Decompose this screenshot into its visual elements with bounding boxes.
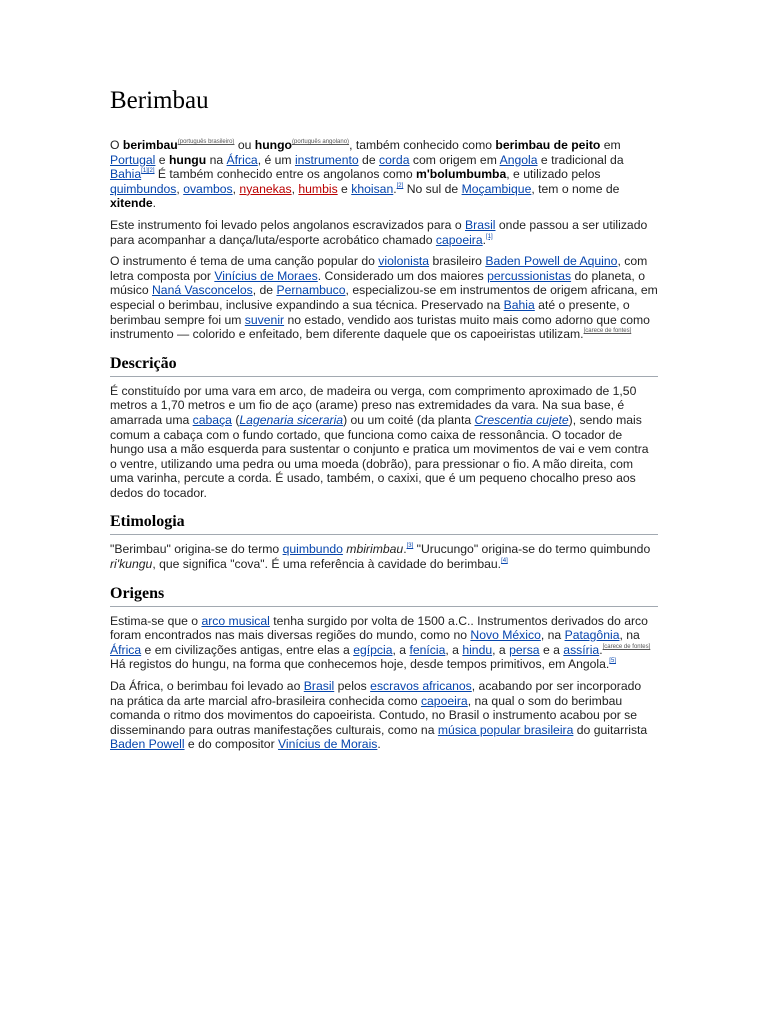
text: , é um [257, 152, 295, 167]
text: , a [492, 642, 510, 657]
text: Este instrumento foi levado pelos angolanos escravizados para o [110, 217, 466, 232]
bold-term: m'bolumbumba [416, 167, 507, 182]
link-pernambuco[interactable]: Pernambuco [276, 283, 346, 298]
text: e do compositor [184, 737, 279, 752]
text: ) ou um coité (da planta [343, 412, 475, 427]
text: ou [234, 138, 255, 152]
link-persa[interactable]: persa [509, 642, 540, 657]
text: do guitarrista [573, 722, 648, 737]
text: de [358, 152, 379, 167]
text: , na [619, 628, 640, 643]
link-angola[interactable]: Angola [499, 152, 538, 167]
section-heading-origens: Origens [110, 584, 658, 607]
link-brasil[interactable]: Brasil [303, 679, 335, 694]
text: . [482, 232, 487, 247]
link-novo-mexico[interactable]: Novo México [470, 628, 541, 643]
text: , [232, 181, 240, 196]
bold-term: xitende [110, 196, 153, 211]
link-instrumento[interactable]: instrumento [294, 152, 359, 167]
link-lagenaria[interactable]: Lagenaria siceraria [239, 412, 344, 427]
text: Estima-se que o [110, 613, 202, 628]
link-bahia[interactable]: Bahia [110, 167, 142, 182]
redlink-humbis[interactable]: humbis [298, 181, 338, 196]
text: O [110, 138, 123, 152]
link-corda[interactable]: corda [379, 152, 410, 167]
text: e tradicional da [537, 152, 624, 167]
text: Há registos do hungu, na forma que conhecemos hoje, desde tempos primitivos, em Angola. [110, 657, 610, 672]
paragraph-brasil [110, 218, 658, 247]
text: . Considerado um dos maiores [317, 268, 488, 283]
paragraph-origens-1 [110, 614, 658, 672]
text: , e utilizado pelos [506, 167, 601, 182]
text: ( [231, 412, 240, 427]
citation[interactable]: [1] [486, 233, 493, 240]
text: e em civilizações antigas, entre elas a [141, 642, 354, 657]
citation-needed[interactable]: [carece de fontes] [583, 328, 632, 335]
italic-term: mbirimbau [346, 542, 404, 557]
text: É também conhecido entre os angolanos como [154, 167, 417, 182]
link-fenicia[interactable]: fenícia [409, 642, 446, 657]
link-violonista[interactable]: violonista [378, 254, 430, 269]
bold-term: hungu [168, 152, 207, 167]
link-escravos-africanos[interactable]: escravos africanos [370, 679, 472, 694]
link-vinicius-de-morais[interactable]: Vinícius de Morais [278, 737, 378, 752]
text: . [403, 542, 407, 557]
link-cabaca[interactable]: cabaça [192, 412, 232, 427]
text: tenha surgido por volta de 1500 a.C.. Instrumentos derivados do arco foram encontrados nas mais diversas regiões do mundo, como no [110, 613, 648, 643]
text: e [337, 181, 352, 196]
text: e [155, 152, 169, 167]
text: com origem em [409, 152, 500, 167]
link-assiria[interactable]: assíria [563, 642, 600, 657]
link-khoisan[interactable]: khoisan [351, 181, 394, 196]
page-title: Berimbau [110, 87, 209, 114]
text: . [393, 181, 397, 196]
link-portugal[interactable]: Portugal [110, 152, 156, 167]
link-crescentia[interactable]: Crescentia cujete [474, 412, 569, 427]
citation[interactable]: [2] [396, 182, 404, 189]
paragraph-cancao [110, 254, 658, 342]
italic-term: ri'kungu [110, 557, 153, 572]
text: . [377, 737, 381, 752]
intro-paragraph [110, 138, 658, 211]
link-baden-powell[interactable]: Baden Powell de Aquino [485, 254, 618, 269]
link-mpb[interactable]: música popular brasileira [437, 722, 574, 737]
language-note[interactable]: (português brasileiro) [177, 139, 235, 145]
link-baden-powell[interactable]: Baden Powell [110, 737, 185, 752]
link-africa[interactable]: África [110, 642, 142, 657]
citation[interactable]: [1][2] [141, 168, 155, 175]
text: ), sendo mais comum a cabaça com o fundo cortado, que funciona como caixa de ressonância. O tocador de hungo usa a mão esquerda para sustentar o conjunto e pratica um movimentos de vai e vem contra o ventre, utilizando uma pedra ou uma moeda (dobrão), para pressionar o fio. A mão direita, com uma varinha, percute a corda. É usado, também, o caxixi, que é um pequeno chocalho preso aos dedos do tocador. [110, 412, 649, 500]
text: "Berimbau" origina-se do termo [110, 542, 283, 557]
language-note[interactable]: (português angolano) [292, 139, 350, 145]
text: . [599, 642, 603, 657]
link-percussionistas[interactable]: percussionistas [487, 268, 572, 283]
link-quimbundos[interactable]: quimbundos [110, 181, 177, 196]
citation-needed[interactable]: [carece de fontes] [602, 643, 651, 650]
paragraph-descricao [110, 384, 658, 501]
text: brasileiro [429, 254, 486, 269]
link-nana-vasconcelos[interactable]: Naná Vasconcelos [152, 283, 253, 298]
text: , que significa "cova". É uma referência à cavidade do berimbau. [152, 557, 502, 572]
text: , a [445, 642, 463, 657]
text: , a [392, 642, 410, 657]
citation[interactable]: [5] [609, 658, 616, 665]
text: É constituído por uma vara em arco, de madeira ou verga, com comprimento aproximado de 1,50 metros a 1,70 metros e um fio de aço (arame) preso nas extremidades da vara. Na sua base, é amarrada uma [110, 383, 637, 427]
link-bahia[interactable]: Bahia [503, 297, 535, 312]
text: onde passou a ser utilizado para acompanhar a dança/luta/esporte acrobático chamado [110, 217, 648, 247]
text: , tem o nome de [531, 181, 620, 196]
text: , [291, 181, 299, 196]
redlink-nyanekas[interactable]: nyanekas [239, 181, 292, 196]
bold-term: hungo [254, 138, 293, 152]
link-capoeira[interactable]: capoeira [435, 232, 483, 247]
link-hindu[interactable]: hindu [462, 642, 493, 657]
text: pelos [334, 679, 371, 694]
text: em [600, 138, 621, 152]
text: do planeta, o músico [110, 268, 645, 298]
link-mocambique[interactable]: Moçambique [461, 181, 532, 196]
text: , com letra composta por [110, 254, 648, 283]
link-egipcia[interactable]: egípcia [353, 642, 393, 657]
bold-term: berimbau de peito [495, 138, 601, 152]
text: e a [539, 642, 564, 657]
text: no estado, vendido aos turistas muito mais como adorno que como instrumento — colorido e enfeitado, bem diferente daquele que os capoeiristas utilizam. [110, 312, 650, 342]
section-heading-descricao: Descrição [110, 354, 658, 377]
text: "Urucungo" origina-se do termo quimbundo [413, 542, 651, 557]
article [110, 86, 658, 759]
link-capoeira[interactable]: capoeira [420, 693, 468, 708]
text: No sul de [403, 181, 462, 196]
text: , [176, 181, 184, 196]
link-vinicius[interactable]: Vinícius de Moraes [214, 268, 318, 283]
section-heading-etimologia: Etimologia [110, 512, 658, 535]
link-patagonia[interactable]: Patagônia [564, 628, 620, 643]
link-suvenir[interactable]: suvenir [244, 312, 285, 327]
bold-term: berimbau [122, 138, 178, 152]
text: . [152, 196, 157, 211]
text: até o presente, o berimbau sempre foi um [110, 297, 630, 327]
text: , na [540, 628, 565, 643]
text: na [206, 152, 227, 167]
text: , especializou-se em instrumentos de origem africana, em especial o berimbau, inclusive expandindo a sua técnica. Preservado na [110, 283, 658, 312]
text: Da África, o berimbau foi levado ao [110, 679, 304, 694]
text: , acabando por ser incorporado na prática da arte marcial afro-brasileira conhecida como [110, 679, 642, 708]
text: , também conhecido como [349, 138, 496, 152]
citation[interactable]: [3] [406, 543, 414, 550]
link-quimbundo[interactable]: quimbundo [282, 542, 343, 557]
link-ovambos[interactable]: ovambos [183, 181, 233, 196]
text: , na qual o som do berimbau comanda o ritmo dos movimentos do capoeirista. Contudo, no Brasil o instrumento acabou por se disseminando para outras manifestações culturais, como na [110, 693, 638, 737]
paragraph-origens-2 [110, 679, 658, 752]
text: , de [252, 283, 277, 298]
link-africa[interactable]: África [226, 152, 258, 167]
link-arco-musical[interactable]: arco musical [201, 613, 270, 628]
citation[interactable]: [4] [501, 558, 508, 565]
paragraph-etimologia [110, 542, 658, 571]
text: O instrumento é tema de uma canção popular do [110, 254, 379, 269]
link-brasil[interactable]: Brasil [465, 217, 496, 232]
